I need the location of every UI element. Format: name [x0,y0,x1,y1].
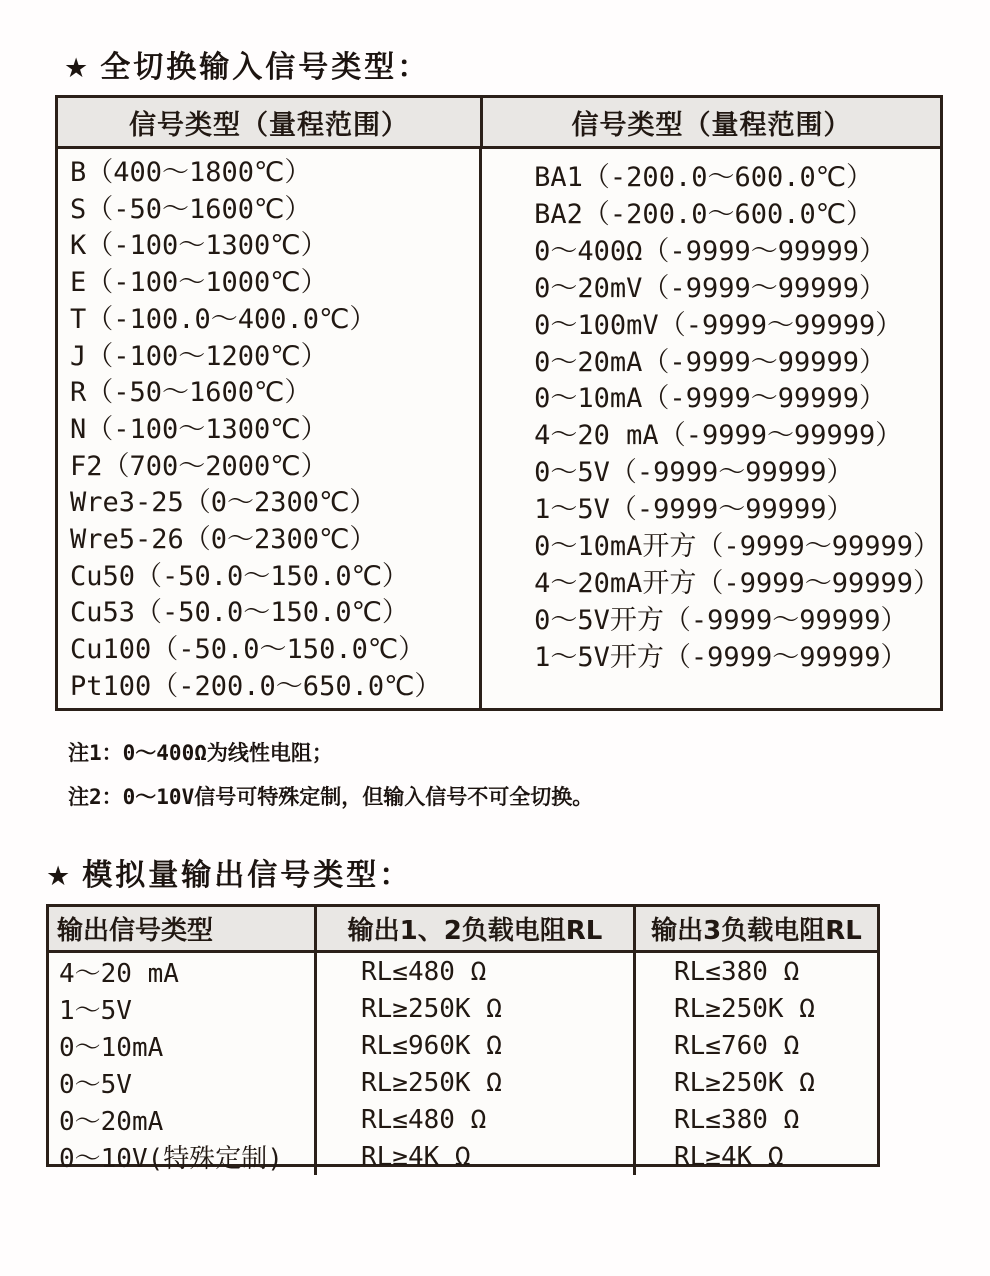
output-table-header-row [49,907,877,953]
input-section-title-text: 全切换输入信号类型： [100,50,431,85]
output-signal-cell: 1～5V [49,990,317,1027]
input-table-body [58,149,940,708]
table-row: 0～400Ω（-9999～99999） [534,235,886,267]
rl12-cell: RL≥250K Ω [317,990,636,1027]
table-row: Cu100（-50.0～150.0℃） [70,634,426,666]
table-row: 0～100mV（-9999～99999） [534,309,903,341]
rl12-cell: RL≥4K Ω [317,1138,636,1175]
table-row: BA1（-200.0～600.0℃） [534,162,874,193]
table-row: 4～20mA开方（-9999～99999） [534,567,940,599]
table-row: Wre3-25（0～2300℃） [70,487,377,519]
table-row: 1～5V（-9999～99999） [534,494,854,526]
table-row [49,953,877,990]
output-section-title-text: 模拟量输出信号类型： [82,858,413,893]
table-row [49,990,877,1027]
table-row: 0～5V（-9999～99999） [534,457,854,489]
output-signal-cell: 0～10mA [49,1027,317,1064]
table-row: Pt100（-200.0～650.0℃） [70,670,442,702]
rl12-cell: RL≥250K Ω [317,1064,636,1101]
output-table-body [49,953,877,1174]
table-row: S（-50～1600℃） [70,193,312,225]
table-row [49,1027,877,1064]
star-icon: ★ [46,861,71,892]
output-signal-cell: 4～20 mA [49,953,317,990]
rl3-cell: RL≤760 Ω [674,1030,800,1061]
output-section-title [46,850,412,894]
input-table-right-column [482,149,940,708]
rl3-cell: RL≥250K Ω [674,1067,815,1098]
output-signal-cell: 0～5V [49,1064,317,1101]
input-table-header-right: 信号类型（量程范围） [571,109,852,141]
input-table-left-column [58,149,482,708]
output-signal-table [46,904,880,1174]
rl3-cell: RL≥4K Ω [674,1141,784,1172]
output-table-header-rl12: 输出1、2负载电阻RL [317,907,636,950]
rl12-cell: RL≤960K Ω [317,1027,636,1064]
table-row: T（-100.0～400.0℃） [70,303,377,335]
table-row: J（-100～1200℃） [70,340,328,372]
table-row: 0～10mA开方（-9999～99999） [534,531,940,563]
table-row: F2（700～2000℃） [70,450,328,482]
note-1: 注1：0～400Ω为线性电阻； [68,741,333,765]
table-row: 0～5V开方（-9999～99999） [534,604,908,636]
table-row [49,1064,877,1101]
output-table-header-rl3: 输出3负载电阻RL [651,916,862,946]
output-table-header-signal: 输出信号类型 [49,907,317,950]
table-row: K（-100～1300℃） [70,230,328,262]
note-2: 注2：0～10V信号可特殊定制，但输入信号不可全切换。 [68,785,594,809]
table-row: B（400～1800℃） [70,157,312,188]
table-row [49,1138,877,1175]
table-row: 0～20mA（-9999～99999） [534,346,886,378]
table-row: Cu53（-50.0～150.0℃） [70,597,409,629]
table-row: 0～10mA（-9999～99999） [534,383,886,415]
input-table-header-row [58,98,940,149]
rl12-cell: RL≤480 Ω [317,1101,636,1138]
table-row: R（-50～1600℃） [70,377,312,409]
table-row: Wre5-26（0～2300℃） [70,524,377,556]
table-row: 4～20 mA（-9999～99999） [534,420,903,452]
input-table-header-left: 信号类型（量程范围） [58,98,483,146]
table-row: Cu50（-50.0～150.0℃） [70,560,409,592]
table-row: N（-100～1300℃） [70,413,328,445]
input-signal-table [55,95,943,711]
rl3-cell: RL≤380 Ω [674,1104,800,1135]
table-row: 0～20mV（-9999～99999） [534,272,886,304]
output-signal-cell: 0～10V(特殊定制) [49,1138,317,1175]
star-icon: ★ [64,53,89,84]
rl3-cell: RL≥250K Ω [674,993,815,1024]
input-section-title [64,42,430,86]
table-row: 1～5V开方（-9999～99999） [534,641,908,673]
rl12-cell: RL≤480 Ω [317,953,636,990]
table-row [49,1101,877,1138]
table-row: BA2（-200.0～600.0℃） [534,198,874,230]
table-row: E（-100～1000℃） [70,267,328,299]
output-signal-cell: 0～20mA [49,1101,317,1138]
rl3-cell: RL≤380 Ω [674,956,800,987]
